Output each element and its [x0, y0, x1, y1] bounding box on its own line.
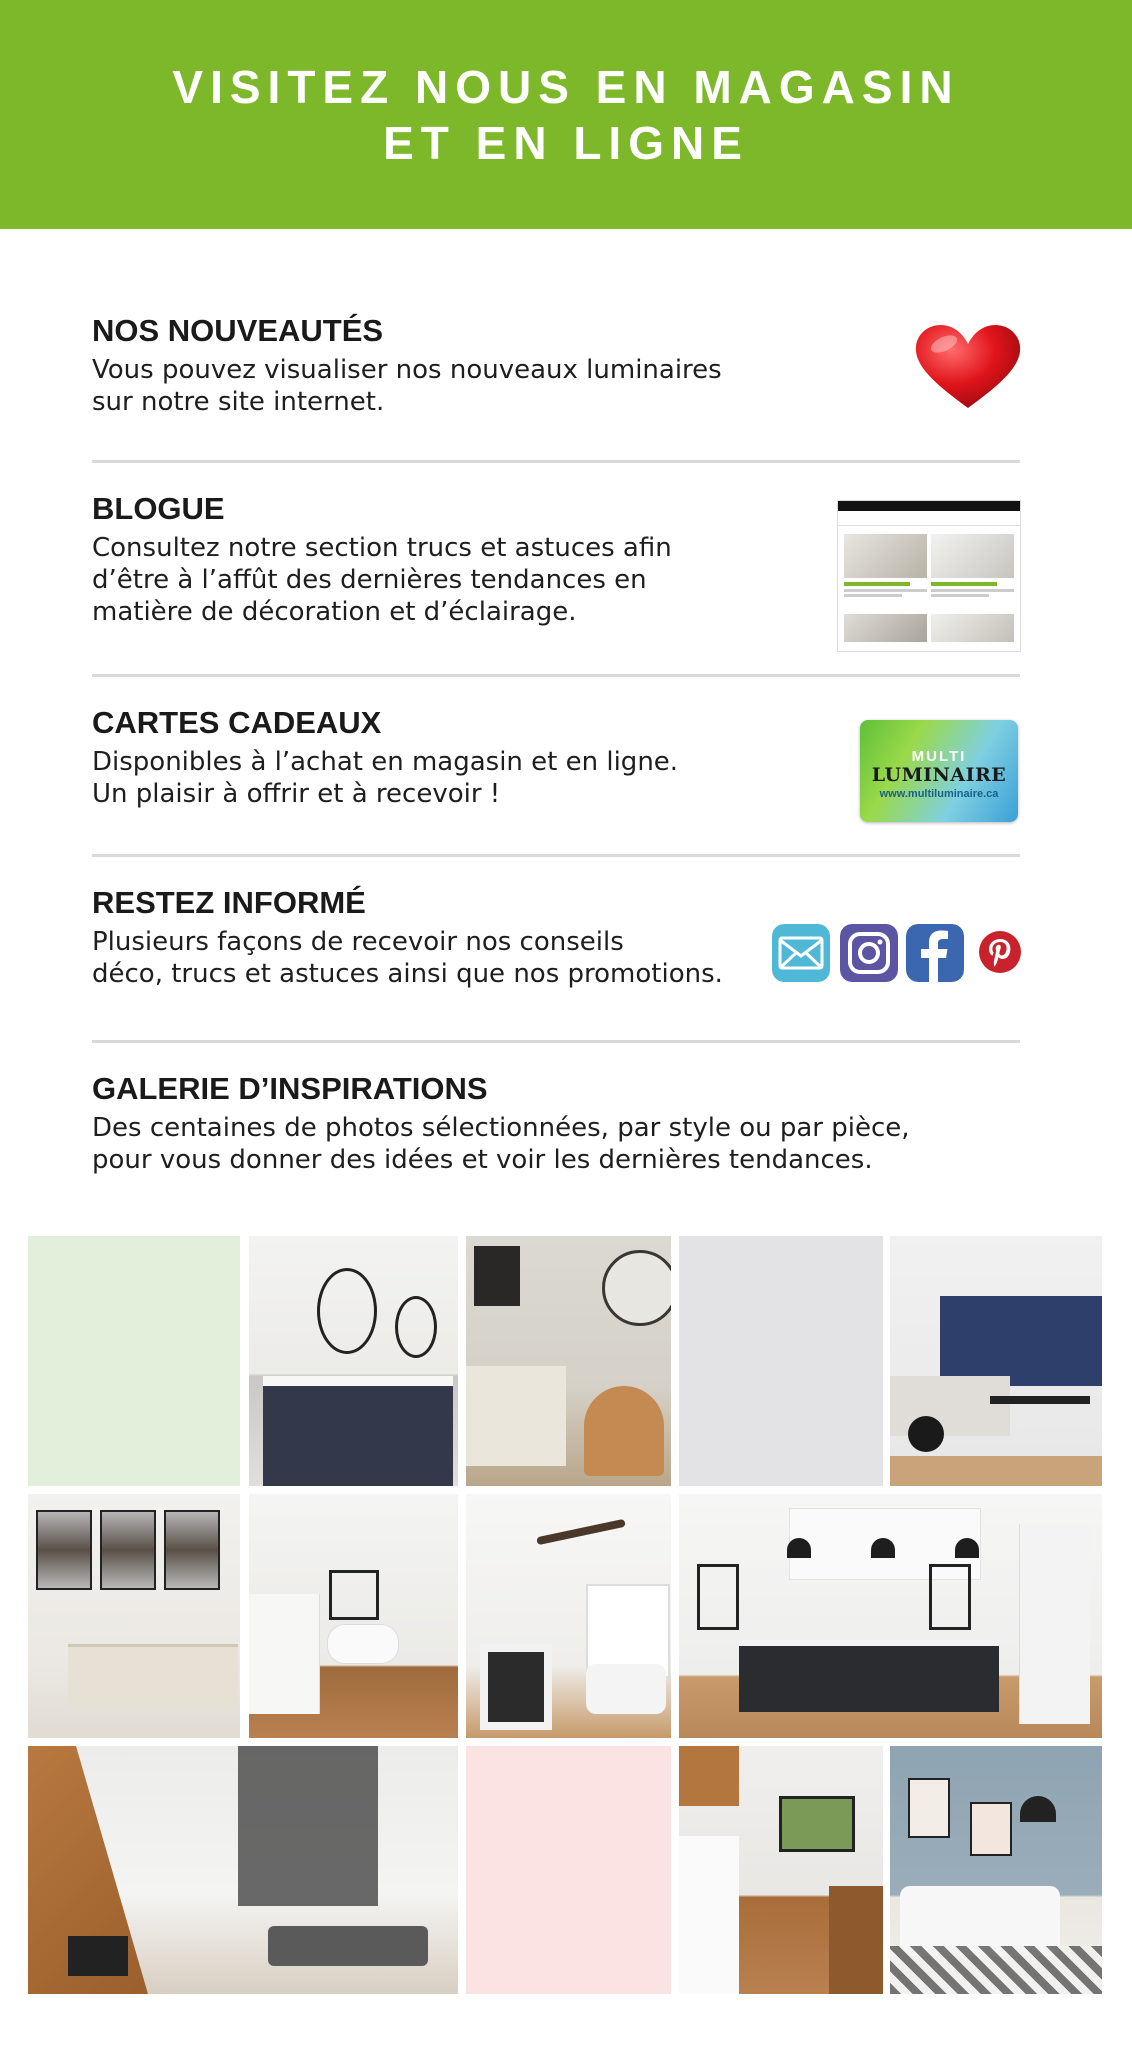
gift-card-brand-top: MULTI	[911, 748, 967, 765]
gallery-tile-plain-grey	[679, 1236, 883, 1486]
gallery-photo-blue-living[interactable]	[890, 1746, 1102, 1994]
section-title: NOS NOUVEAUTÉS	[92, 313, 384, 348]
section-text: Consultez notre section trucs et astuces afin d’être à l’affût des dernières tendances en matière de décoration et d’éclairage.	[92, 533, 672, 627]
section-galerie	[92, 1070, 1022, 1176]
section-text: Vous pouvez visualiser nos nouveaux luminaires sur notre site internet.	[92, 355, 722, 417]
email-icon[interactable]	[772, 924, 830, 982]
section-title: GALERIE D’INSPIRATIONS	[92, 1071, 488, 1106]
gift-card-brand-main: LUMINAIRE	[871, 764, 1007, 786]
section-title: RESTEZ INFORMÉ	[92, 885, 366, 920]
section-nouveautes	[92, 312, 1022, 418]
gallery-photo-staircase[interactable]	[28, 1746, 458, 1994]
header-banner	[0, 0, 1132, 229]
gallery-photo-blue-kitchen[interactable]	[890, 1236, 1102, 1486]
gallery-tile-plain-pink	[466, 1746, 671, 1994]
section-text: Des centaines de photos sélectionnées, par style ou par pièce, pour vous donner des idées et voir les dernières tendances.	[92, 1113, 910, 1175]
gallery-photo-bathroom-vanity[interactable]	[249, 1236, 458, 1486]
divider	[92, 674, 1020, 677]
divider	[92, 460, 1020, 463]
section-title: BLOGUE	[92, 491, 225, 526]
gallery-tile-plain-green	[28, 1236, 240, 1486]
blog-thumbnail[interactable]	[837, 500, 1021, 652]
instagram-icon[interactable]	[840, 924, 898, 982]
gallery-photo-living-frames[interactable]	[28, 1494, 240, 1738]
divider	[92, 1040, 1020, 1043]
gallery-photo-bedroom[interactable]	[466, 1236, 671, 1486]
divider	[92, 854, 1020, 857]
heart-icon	[912, 322, 1024, 412]
section-text: Disponibles à l’achat en magasin et en ligne. Un plaisir à offrir et à recevoir !	[92, 747, 679, 809]
gallery-photo-white-kitchen[interactable]	[679, 1494, 1102, 1738]
banner-title: VISITEZ NOUS EN MAGASIN ET EN LIGNE	[172, 60, 960, 169]
pinterest-icon[interactable]	[978, 930, 1022, 974]
gallery-photo-living-fan[interactable]	[466, 1494, 671, 1738]
gallery-photo-bathroom-tub[interactable]	[249, 1494, 458, 1738]
section-text: Plusieurs façons de recevoir nos conseils déco, trucs et astuces ainsi que nos promotions.	[92, 927, 723, 989]
facebook-icon[interactable]	[906, 924, 964, 982]
gift-card-url: www.multiluminaire.ca	[879, 788, 999, 800]
gift-card[interactable]	[860, 720, 1018, 822]
gallery-photo-kitchen-island[interactable]	[679, 1746, 883, 1994]
section-title: CARTES CADEAUX	[92, 705, 382, 740]
